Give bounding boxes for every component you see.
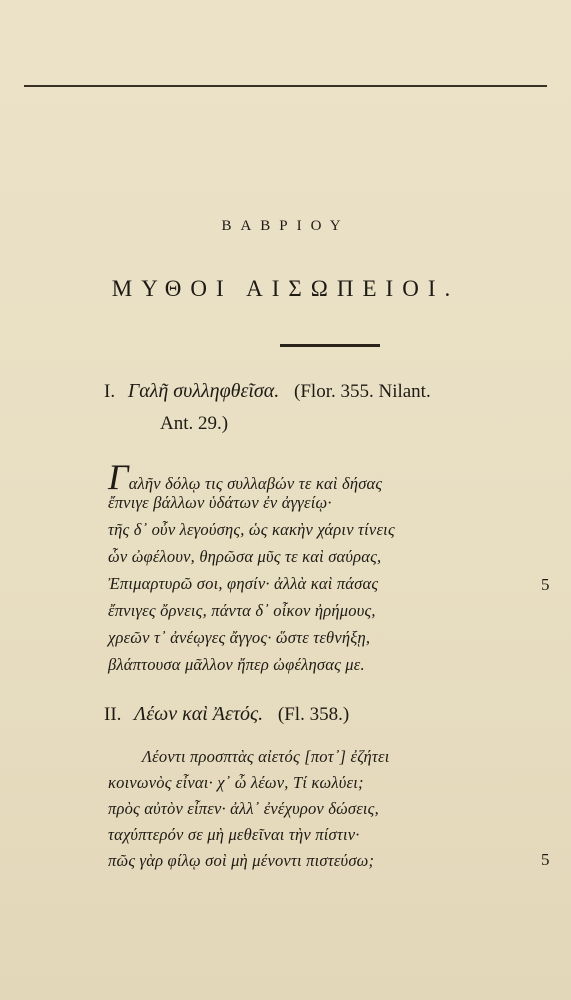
top-rule <box>24 85 547 87</box>
fable-2-number: II. <box>104 704 122 725</box>
fable-1-line-5: Ἐπιμαρτυρῶ σοι, φησίν· ἀλλὰ καὶ πάσας <box>108 574 379 593</box>
fable-1-line-4: ὧν ὠφέλουν, θηρῶσα μῦς τε καὶ σαύρας, <box>108 547 382 566</box>
author-heading: ΒΑΒΡΙΟΥ <box>221 218 350 234</box>
fable-1-number: I. <box>104 381 116 402</box>
fable-1-line-number: 5 <box>541 575 550 594</box>
fable-1-line-8: βλάπτουσα μᾶλλον ἤπερ ὠφέλησας με. <box>108 655 365 674</box>
fable-2-line-4: ταχύπτερόν σε μὴ μεθεῖναι τὴν πίστιν· <box>108 825 360 844</box>
fable-1-line-3: τῆς δ᾽ οὖν λεγούσης, ὡς κακὴν χάριν τίνεις <box>108 520 395 539</box>
fable-2-line-5: πῶς γὰρ φίλῳ σοὶ μὴ μένοντι πιστεύσω; <box>108 851 375 870</box>
fable-1-line-2: ἔπνιγε βάλλων ὑδάτων ἐν ἀγγείῳ· <box>108 493 332 512</box>
title-rule <box>280 344 380 347</box>
fable-1-line-6: ἔπνιγες ὄρνεις, πάντα δ᾽ οἶκον ἠρήμους, <box>108 601 376 620</box>
fable-2-reference: (Fl. 358.) <box>277 704 350 725</box>
fable-2-line-1: Λέοντι προσπτὰς αἰετός [ποτ᾽] ἐζήτει <box>142 747 390 766</box>
fable-1-title: Γαλῆ συλληφθεῖσα. <box>127 380 280 402</box>
fable-2-heading <box>104 703 349 726</box>
fable-1-reference-cont: Ant. 29.) <box>160 413 229 434</box>
fable-2-line-3: πρὸς αὐτὸν εἶπεν· ἀλλ᾽ ἐνέχυρον δώσεις, <box>108 799 379 818</box>
fable-1-line-1: Γαλῆν δόλῳ τις συλλαβών τε καὶ δήσας <box>108 457 383 497</box>
fable-1-heading <box>104 380 431 403</box>
fable-2-line-2: κοινωνὸς εἶναι· χ᾽ ὦ λέων, Τί κωλύει; <box>108 773 364 792</box>
fable-1-line-7: χρεῶν τ᾽ ἀνέῳγες ἄγγος· ὥστε τεθνήξῃ, <box>108 628 371 647</box>
fable-2-title: Λέων καὶ Ἀετός. <box>134 703 264 725</box>
work-title: ΜΥΘΟΙ ΑΙΣΩΠΕΙΟΙ. <box>111 276 460 301</box>
fable-2-line-number: 5 <box>541 850 550 869</box>
fable-1-reference: (Flor. 355. Nilant. <box>294 381 431 402</box>
